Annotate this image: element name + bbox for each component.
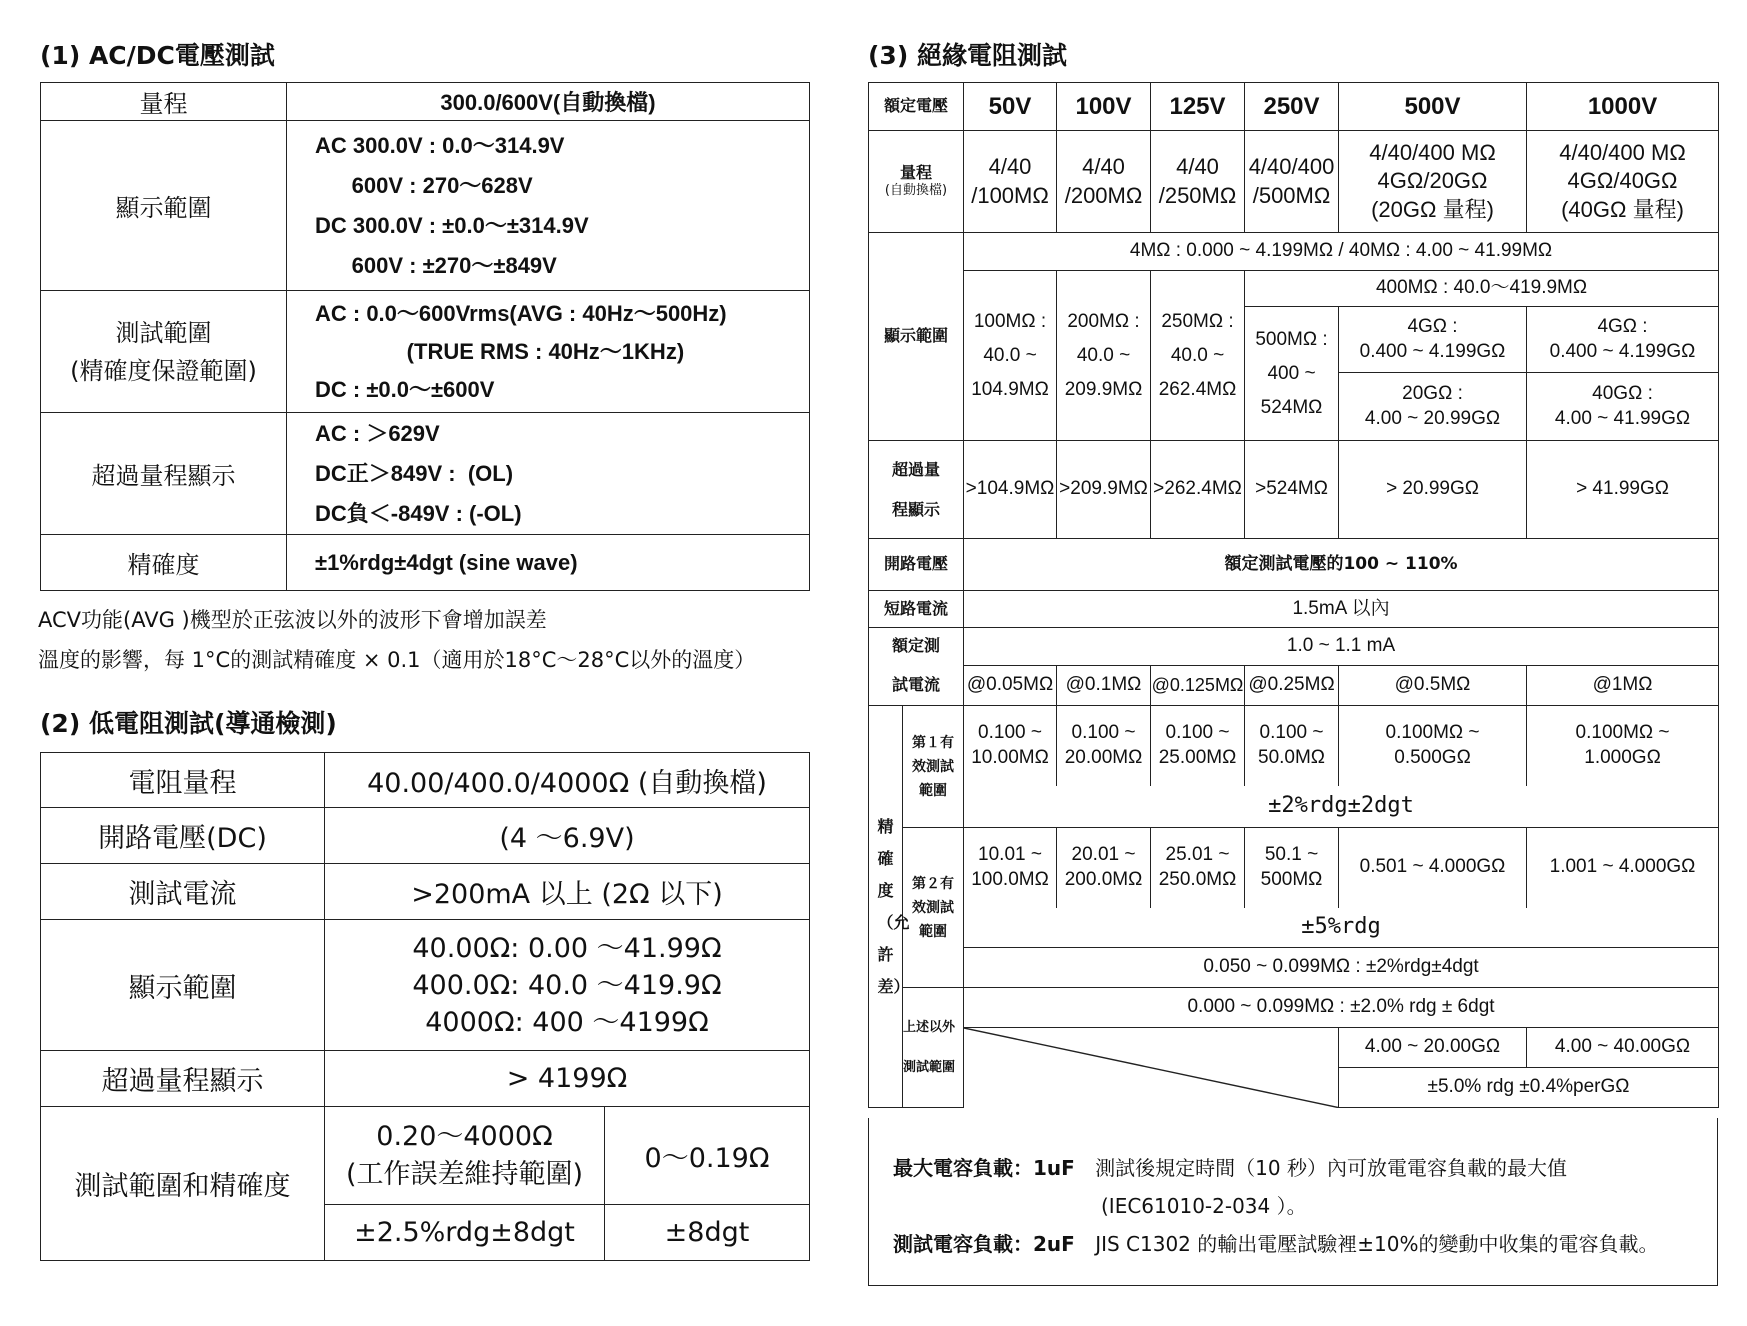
voltage-100v: 100V [1057,83,1151,131]
label-line: (自動換檔) [884,183,948,199]
over-cell: >104.9MΩ [964,441,1057,539]
value-line: (工作誤差維持範圍) [345,1158,584,1190]
value-line: 400.0Ω: 40.0 ～419.9Ω [412,969,722,1001]
value-line: 25.01 ~ [1165,844,1230,866]
short-current-label: 短路電流 [869,591,964,628]
value-line: 10.00MΩ [971,746,1049,768]
effective-1-cell [1151,706,1245,786]
label-line: 超過量 [892,459,941,479]
test-range-values [287,291,810,413]
value-line: (20GΩ 量程) [1371,196,1494,222]
capacitance-notes [868,1118,1718,1286]
open-voltage-label: 開路電壓(DC) [41,808,325,864]
table-row [41,920,810,1051]
table-row [41,864,810,920]
accuracy-label: 精確度 [41,535,287,591]
cap1-label: 最大電容負載：1uF [893,1156,1075,1180]
value-line: 0.500GΩ [1394,746,1471,768]
value-line: 100MΩ : [973,310,1047,332]
other-range-label [903,988,964,1108]
value-line: 262.4MΩ [1158,378,1237,400]
value-line: AC : 0.0～600Vrms(AVG : 40Hz～500Hz) [315,300,727,326]
value-line: 40.0 ~ [1170,344,1225,366]
note-line: 溫度的影響，每 1°C的測試精確度 × 0.1（適用於18°C～28°C以外的溫度） [38,648,756,672]
section3-title: (3) 絕緣電阻測試 [868,41,1067,70]
range-value: 300.0/600V(自動換檔) [287,83,810,121]
over-cell: > 41.99GΩ [1527,441,1719,539]
value-line: 40GΩ : [1592,382,1653,404]
table-row [869,539,1719,591]
table-row [869,83,1719,131]
display-range-values [325,920,810,1051]
cap1-text-2: (IEC61010-2-034 ）。 [1101,1194,1307,1218]
over-range-label: 超過量程顯示 [41,413,287,535]
label-line: 範圍 [919,923,947,940]
effective-1-cell [1245,706,1339,786]
label-line: (精確度保證範圍) [70,356,257,385]
value-line: DC 300.0V : ±0.0～±314.9V [315,212,589,238]
value-line: 0.100 ~ [1071,722,1136,744]
table-row [869,233,1719,271]
rated-current-label: 額定測 [869,628,964,666]
over-cell: > 20.99GΩ [1339,441,1527,539]
over-cell: >262.4MΩ [1151,441,1245,539]
table-row [869,666,1719,706]
range-cell [964,131,1057,233]
range-cell [1151,131,1245,233]
current-point: @0.125MΩ [1151,666,1245,706]
value-line: DC正＞849V : (OL) [315,460,514,486]
value-line: 50.0MΩ [1258,746,1326,768]
other-accuracy: ±5.0% rdg ±0.4%perGΩ [1339,1068,1719,1108]
display-cell [1057,271,1151,441]
value-line: 250MΩ : [1161,310,1234,332]
rated-current-label: 試電流 [869,666,964,706]
value-line: 4GΩ : [1407,315,1458,337]
current-point: @0.05MΩ [964,666,1057,706]
voltage-125v: 125V [1151,83,1245,131]
cap2-text: JIS C1302 的輸出電壓試驗裡±10%的變動中收集的電容負載。 [1095,1232,1659,1256]
section1-title: (1) AC/DC電壓測試 [40,41,275,70]
value-line: 20GΩ : [1402,382,1463,404]
table-row [41,413,810,535]
value-line: 0.100MΩ ~ [1385,722,1480,744]
value-line: 4/40 [1082,153,1125,179]
cap1-row [893,1152,1567,1181]
effective-range-2-label [903,828,964,988]
table-row [41,1051,810,1107]
over-cell: >209.9MΩ [1057,441,1151,539]
effective-range-1-label [903,706,964,828]
rated-current-value: 1.0 ~ 1.1 mA [964,628,1719,666]
effective-1-cell [1527,706,1719,786]
section2-title: (2) 低電阻測試(導通檢測) [40,709,337,738]
value-line: 0.100MΩ ~ [1575,722,1670,744]
open-voltage-value: (4 ～6.9V) [325,808,810,864]
table-row [869,828,1719,908]
effective-2-accuracy: ±5%rdg [964,908,1719,948]
resistance-range-value: 40.00/400.0/4000Ω (自動換檔) [325,753,810,808]
value-line: 40.00Ω: 0.00 ～41.99Ω [412,932,722,964]
value-line: 4GΩ : [1597,315,1648,337]
over-range-values [287,413,810,535]
accuracy-label: 測試範圍和精確度 [41,1107,325,1261]
effective-1-accuracy: ±2%rdg±2dgt [964,786,1719,828]
open-voltage-label: 開路電壓 [869,539,964,591]
vertical-label: 精確度（允許差） [877,816,910,996]
current-point: @0.25MΩ [1245,666,1339,706]
value-line: 4/40/400 [1248,153,1335,179]
accuracy-value: ±1%rdg±4dgt (sine wave) [287,535,810,591]
table-row [869,271,1719,307]
table-row [41,808,810,864]
display-common: 4MΩ : 0.000 ~ 4.199MΩ / 40MΩ : 4.00 ~ 41.99MΩ [964,233,1719,271]
effective-2-cell: 1.001 ~ 4.000GΩ [1527,828,1719,908]
label-line: 效測試 [912,899,954,916]
value-line: 0.20～4000Ω [376,1120,553,1152]
value-line: 0.100 ~ [1165,722,1230,744]
diagonal-cell [964,1028,1339,1108]
range-cell [1245,131,1339,233]
display-40g [1527,373,1719,441]
value-line: 4GΩ/40GΩ [1567,168,1678,194]
cap2-label: 測試電容負載：2uF [893,1232,1075,1256]
table-row [41,535,810,591]
value-line: 20.00MΩ [1064,746,1143,768]
label-line: 程顯示 [892,499,941,519]
value-line: 50.1 ~ [1264,844,1319,866]
table-row [41,291,810,413]
value-line: 10.01 ~ [978,844,1042,866]
table-row [869,441,1719,539]
other-500v: 4.00 ~ 20.00GΩ [1339,1028,1527,1068]
voltage-1000v: 1000V [1527,83,1719,131]
voltage-50v: 50V [964,83,1057,131]
accuracy-range-2: 0～0.19Ω [605,1107,810,1205]
label-line: 效測試 [912,758,954,775]
over-range-label [869,441,964,539]
label-line: 上述以外 [903,1019,956,1035]
table-row [41,753,810,808]
value-line: 200.0MΩ [1064,868,1143,890]
accuracy-label [869,706,910,1108]
value-line: /500MΩ [1252,182,1331,208]
label-line: 第１有 [912,734,954,751]
voltage-250v: 250V [1245,83,1339,131]
acdc-voltage-table [40,82,810,591]
display-cell [964,271,1057,441]
effective-1-cell [1057,706,1151,786]
table-row [869,131,1719,233]
rated-voltage-label: 額定電壓 [869,83,964,131]
value-line: (40GΩ 量程) [1561,196,1684,222]
display-4g [1339,307,1527,373]
low-range-accuracy: 0.050 ~ 0.099MΩ : ±2%rdg±4dgt [964,948,1719,988]
range-cell [1339,131,1527,233]
test-range-label [41,291,287,413]
value-line: 500MΩ : [1255,328,1328,350]
value-line: 4/40/400 MΩ [1369,139,1496,165]
value-line: 100.0MΩ [971,868,1049,890]
over-range-value: > 4199Ω [325,1051,810,1107]
cap2-row [893,1228,1658,1257]
label-line: 第２有 [912,875,954,892]
effective-2-cell [1057,828,1151,908]
table-row [41,121,810,291]
display-20g [1339,373,1527,441]
test-current-label: 測試電流 [41,864,325,920]
value-line: 4000Ω: 400 ～4199Ω [425,1006,709,1038]
accuracy-value-2: ±8dgt [605,1205,810,1261]
open-voltage-value: 額定測試電壓的100 ~ 110% [964,539,1719,591]
range-label [869,131,964,233]
effective-2-cell [964,828,1057,908]
range-label: 量程 [41,83,287,121]
table-row [869,786,1719,828]
accuracy-value-1: ±2.5%rdg±8dgt [325,1205,605,1261]
display-cell [1245,307,1339,441]
value-line: 25.00MΩ [1158,746,1237,768]
over-cell: >524MΩ [1245,441,1339,539]
value-line: 500MΩ [1260,868,1323,890]
value-line: 600V : ±270～±849V [315,252,557,278]
display-range-values [287,121,810,291]
current-point: @0.1MΩ [1057,666,1151,706]
table-row [41,1107,810,1205]
effective-2-cell [1151,828,1245,908]
table-row [869,706,1719,786]
label-line: 範圍 [919,782,947,799]
resistance-range-label: 電阻量程 [41,753,325,808]
other-common: 0.000 ~ 0.099MΩ : ±2.0% rdg ± 6dgt [964,988,1719,1028]
value-line: (TRUE RMS : 40Hz～1KHz) [315,338,685,364]
table-row [869,1028,1719,1068]
table-row [869,948,1719,988]
value-line: AC 300.0V : 0.0～314.9V [315,132,565,158]
value-line: /200MΩ [1064,182,1143,208]
value-line: 4.00 ~ 41.99GΩ [1554,407,1691,429]
note-line: ACV功能(AVG )機型於正弦波以外的波形下會增加誤差 [38,608,547,632]
value-line: 250.0MΩ [1158,868,1237,890]
effective-1-cell [964,706,1057,786]
value-line: 200MΩ : [1067,310,1140,332]
label-line: 測試範圍 [903,1059,956,1075]
table-row [869,628,1719,666]
range-cell [1057,131,1151,233]
value-line: 400 ~ [1267,362,1316,384]
display-400m: 400MΩ : 40.0～419.9MΩ [1245,271,1719,307]
test-current-value: >200mA 以上 (2Ω 以下) [325,864,810,920]
value-line: 4/40 [988,153,1032,179]
effective-2-cell: 0.501 ~ 4.000GΩ [1339,828,1527,908]
value-line: 104.9MΩ [971,378,1049,400]
value-line: AC : ＞629V [315,420,440,446]
low-resistance-table [40,752,810,1261]
voltage-500v: 500V [1339,83,1527,131]
value-line: 209.9MΩ [1064,378,1143,400]
value-line: 4GΩ/20GΩ [1377,168,1488,194]
label-line: 測試範圍 [115,318,212,347]
display-range-label: 顯示範圍 [869,233,964,441]
label-line: 量程 [900,162,933,182]
short-current-value: 1.5mA 以內 [964,591,1719,628]
value-line: 4/40/400 MΩ [1559,139,1686,165]
over-range-label: 超過量程顯示 [41,1051,325,1107]
value-line: 524MΩ [1260,396,1323,418]
table-row [41,83,810,121]
value-line: 0.100 ~ [978,722,1042,744]
effective-1-cell [1339,706,1527,786]
value-line: /250MΩ [1158,182,1237,208]
value-line: 4.00 ~ 20.99GΩ [1364,407,1501,429]
value-line: 0.400 ~ 4.199GΩ [1359,340,1506,362]
insulation-resistance-table [868,82,1719,1108]
display-4g [1527,307,1719,373]
value-line: 600V : 270～628V [315,172,533,198]
diagonal-line [964,1028,1338,1108]
value-line: DC負＜-849V : (-OL) [315,500,522,526]
value-line: 1.000GΩ [1584,746,1661,768]
range-cell [1527,131,1719,233]
table-row [869,908,1719,948]
accuracy-range-1 [325,1107,605,1205]
value-line: 0.400 ~ 4.199GΩ [1549,340,1696,362]
current-point: @1MΩ [1527,666,1719,706]
value-line: 0.100 ~ [1259,722,1324,744]
table-row [869,988,1719,1028]
display-range-label: 顯示範圍 [41,920,325,1051]
value-line: /100MΩ [971,182,1049,208]
display-cell [1151,271,1245,441]
value-line: 20.01 ~ [1071,844,1136,866]
other-1000v: 4.00 ~ 40.00GΩ [1527,1028,1719,1068]
cap1-text: 測試後規定時間（10 秒）內可放電電容負載的最大值 [1095,1156,1567,1180]
value-line: DC : ±0.0～±600V [315,376,495,402]
value-line: 40.0 ~ [1076,344,1131,366]
display-range-label: 顯示範圍 [41,121,287,291]
value-line: 40.0 ~ [983,344,1037,366]
table-row [869,591,1719,628]
current-point: @0.5MΩ [1339,666,1527,706]
value-line: 4/40 [1176,153,1219,179]
effective-2-cell [1245,828,1339,908]
